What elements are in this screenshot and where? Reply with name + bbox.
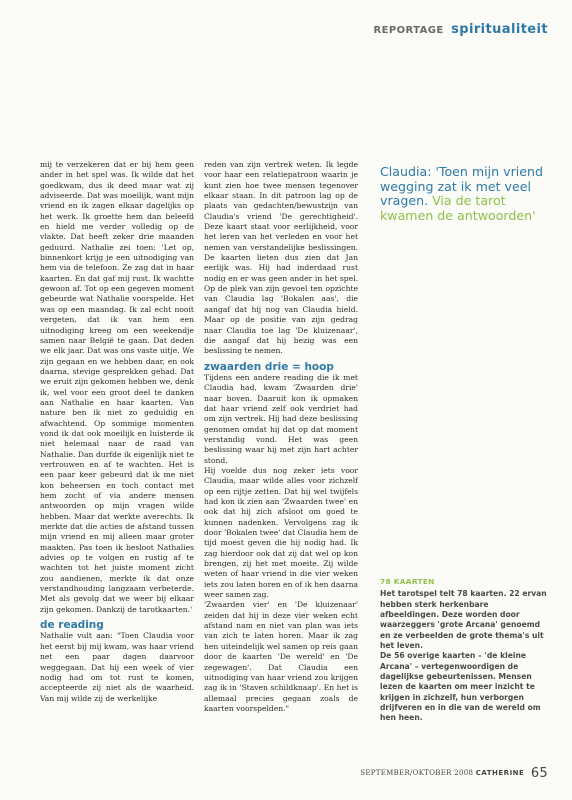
body-paragraph: reden van zijn vertrek weten. Ik legde voor haar een relatiepatroon waarin je kunt zien hoe twee mensen tegenover elkaar staan. In dit patroon lag op de plaats van gedachten/bewustzijn van Claudia's vriend 'De gerechtigheid'. Deze kaart staat voor eerlijkheid, voor het leren van het verleden en voor het nemen van verstandelijke beslissingen. De kaarten lieten dus zien dat Jan eerlijk was. Hij had inderdaad rust nodig en er was geen ander in het spel. Op de plek van zijn gevoel ten opzichte van Claudia lag 'Bokalen aas', die aangaf dat hij nog van Claudia hield. Maar op de positie van zijn gedrag naar Claudia toe lag 'De kluizenaar', die aangaf dat hij bezig was een beslissing te nemen. (204, 160, 358, 356)
body-paragraph: Hij voelde dus nog zeker iets voor Claudia, maar wilde alles voor zichzelf op een rijtje zetten. Dat hij wel twijfels had kon ik zien aan 'Zwaarden twee' en ook dat hij zich afsloot om goed te kunnen nadenken. Vervolgens zag ik door 'Bokalen twee' dat Claudia hem de tijd moest geven die hij nodig had. Ik zag hierdoor ook dat zij dat wel op kon brengen, zij het met moeite. Zij wilde weten of haar vriend in die vier weken iets zou laten horen en of ik hen daarna weer samen zag. (204, 465, 358, 600)
body-paragraph: 'Zwaarden vier' en 'De kluizenaar' zeiden dat hij in deze vier weken echt afstand nam en niet van plan was iets van zich te laten horen. Maar ik zag hen uiteindelijk wel samen op reis gaan door de kaarten 'De wereld' en 'De zegewagen'. Dat Claudia een uitnodiging van haar vriend zou krijgen zag ik in 'Staven schildknaap'. En het is allemaal precies gegaan zoals de kaarten voorspelden." (204, 600, 358, 713)
topic-label: spiritualiteit (451, 22, 548, 37)
pull-quote-line-2: Via de tarot kwamen de antwoorden' (380, 193, 536, 223)
info-box (380, 577, 550, 724)
issue-date: SEPTEMBER/OKTOBER 2008 (360, 769, 474, 777)
body-paragraph: Nathalie vult aan: "Toen Claudia voor het eerst bij mij kwam, was haar vriend net een paar dagen daarvoor weggegaan. Dat hij een week of vier nodig had om tot rust te komen, accepteerde zij niet als de waarheid. Van mij wilde zij de werkelijke (40, 631, 194, 703)
info-box-paragraph: De 56 overige kaarten – 'de kleine Arcana' – vertegenwoordigen de dagelijkse gebeurtenissen. Mensen lezen de kaarten om meer inzicht te krijgen in zichzelf, hun verborgen drijfveren en in die van de wereld om hen heen. (380, 651, 541, 723)
info-box-paragraph: Het tarotspel telt 78 kaarten. 22 ervan hebben sterk herkenbare afbeeldingen. Deze worden door waarzeggers 'grote Arcana' genoemd en ze verbeelden de grote thema's uit het leven. (380, 589, 547, 651)
page-header (374, 22, 548, 37)
body-paragraph: mij te verzekeren dat er bij hem geen ander in het spel was. Ik wilde dat het goedkwam, dus ik deed maar wat zij adviseerde. Dat was moeilijk, want mijn vriend en ik zagen elkaar dagelijks op het werk. Ik groette hem dan beleefd en hield me verder volledig op de vlakte. Dat heeft zeker drie maanden geduurd. Nathalie zei toen: 'Let op, binnenkort krijg je een uitnodiging van hem via de telefoon. Ze zag dat in haar kaarten. En dat gaf mij rust. Ik wachtte gewoon af. Tot op een gegeven moment gebeurde wat Nathalie voorspelde. Het was op een maandag. Ik zal echt nooit vergeten, dat ik van hem een uitnodiging kreeg om een weekendje samen naar België te gaan. Dat deden we elk jaar. Dat was ons vaste uitje. We zijn gegaan en we hebben daar, en ook daarna, stevige gesprekken gehad. Dat we eruit zijn gekomen hebben we, denk ik, wel voor een groot deel te danken aan Nathalie en haar kaarten. Van nature ben ik niet zo geduldig en afwachtend. Op sommige momenten vond ik dat ook moeilijk en luisterde ik niet helemaal naar de raad van Nathalie. Dan durfde ik eigenlijk niet te vertrouwen en af te wachten. Het is een paar keer gebeurd dat ik me niet kon beheersen en toch contact met hem zocht of via andere mensen antwoorden op mijn vragen wilde hebben. Maar dat werkte averechts. Ik merkte dat die acties de afstand tussen mijn vriend en mij alleen maar groter maakten. Pas toen ik besloot Nathalies advies op te volgen en rustig af te wachten tot het juiste moment zicht zou aandienen, merkte ik dat onze verstandhouding langzaam verbeterde. Met als gevolg dat we weer bij elkaar zijn gekomen. Dankzij de tarotkaarten.' (40, 160, 194, 614)
info-box-title: 78 KAARTEN (380, 577, 435, 586)
article-column-1 (40, 160, 194, 704)
subheading-de-reading: de reading (40, 619, 104, 632)
page-footer (360, 766, 548, 781)
page-number: 65 (530, 766, 548, 781)
pull-quote (380, 165, 550, 223)
section-label: REPORTAGE (373, 25, 444, 36)
pull-quote-line-1: Claudia: 'Toen mijn vriend wegging zat ik met veel vragen. (380, 164, 544, 209)
article-column-2 (204, 160, 358, 714)
magazine-name: CATHERINE (475, 769, 525, 777)
body-paragraph: Tijdens een andere reading die ik met Claudia had, kwam 'Zwaarden drie' naar boven. Daaruit kon ik opmaken dat haar vriend zelf ook verdriet had om zijn vertrek. Hij had deze beslissing genomen omdat hij dat op dat moment verstandig vond. Het was geen beslissing waar hij met zijn hart achter stond. (204, 372, 358, 465)
subheading-zwaarden-drie: zwaarden drie = hoop (204, 360, 334, 373)
